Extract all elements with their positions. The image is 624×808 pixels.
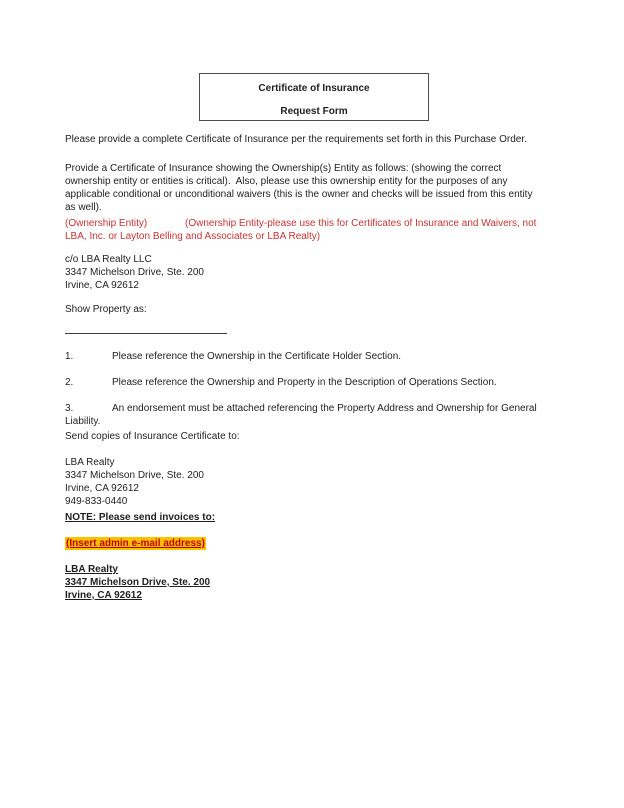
care-of-address-line1: c/o LBA Realty LLC [65, 254, 152, 265]
invoice-address [65, 563, 210, 602]
send-copies-label: Send copies of Insurance Certificate to: [65, 431, 240, 442]
care-of-address-line3: Irvine, CA 92612 [65, 280, 139, 291]
item-2-text: Please reference the Ownership and Property in the Description of Operations Section. [112, 377, 497, 388]
send-copies-phone: 949-833-0440 [65, 496, 128, 507]
send-copies-address [65, 456, 204, 508]
ownership-paragraph-line2: ownership entity or entities is critical). Also, please use this ownership entity for the purposes of any [65, 176, 508, 187]
ownership-paragraph-line3: applicable conditional or unconditional waivers (this is the owner and checks will be issued from this entity [65, 189, 533, 200]
insert-email-placeholder: (Insert admin e-mail address) [66, 538, 205, 549]
care-of-address [65, 253, 204, 292]
send-copies-address-line1: LBA Realty [65, 457, 115, 468]
item-1-text: Please reference the Ownership in the Certificate Holder Section. [112, 351, 402, 362]
care-of-address-line2: 3347 Michelson Drive, Ste. 200 [65, 267, 204, 278]
ownership-entity-note-line1 [65, 217, 536, 230]
numbered-item-2 [65, 376, 497, 389]
send-copies-address-line3: Irvine, CA 92612 [65, 483, 139, 494]
invoice-address-line3: Irvine, CA 92612 [65, 590, 142, 601]
insert-email-row [65, 537, 206, 550]
item-2-number: 2. [65, 377, 74, 388]
ownership-paragraph-line4: as well). [65, 202, 102, 213]
item-3-text: An endorsement must be attached referencing the Property Address and Ownership for General [112, 403, 537, 414]
ownership-entity-note-line2: LBA, Inc. or Layton Belling and Associates or LBA Realty) [65, 231, 321, 242]
title-box [199, 73, 429, 121]
ownership-entity-note [65, 217, 536, 243]
document-title-line2: Request Form [280, 106, 348, 117]
item-3-number: 3. [65, 403, 74, 414]
ownership-entity-note-text: (Ownership Entity-please use this for Certificates of Insurance and Waivers, not [185, 218, 537, 229]
item-3-text-line2: Liability. [65, 416, 101, 427]
invoice-address-line2: 3347 Michelson Drive, Ste. 200 [65, 577, 211, 588]
note-heading: NOTE: Please send invoices to: [65, 512, 216, 523]
ownership-paragraph [65, 162, 532, 214]
item-1-number: 1. [65, 351, 74, 362]
numbered-item-3 [65, 402, 537, 428]
ownership-entity-label: (Ownership Entity) [65, 218, 148, 229]
ownership-paragraph-line1: Provide a Certificate of Insurance showing the Ownership(s) Entity as follows: (showing the correct [65, 163, 502, 174]
invoice-address-line1: LBA Realty [65, 564, 118, 575]
intro-paragraph: Please provide a complete Certificate of Insurance per the requirements set forth in this Purchase Order. [65, 134, 527, 145]
send-copies-address-line2: 3347 Michelson Drive, Ste. 200 [65, 470, 204, 481]
property-name-blank-line [65, 333, 227, 334]
show-property-label: Show Property as: [65, 304, 147, 315]
document-title-line1: Certificate of Insurance [258, 83, 370, 94]
numbered-item-1 [65, 350, 401, 363]
